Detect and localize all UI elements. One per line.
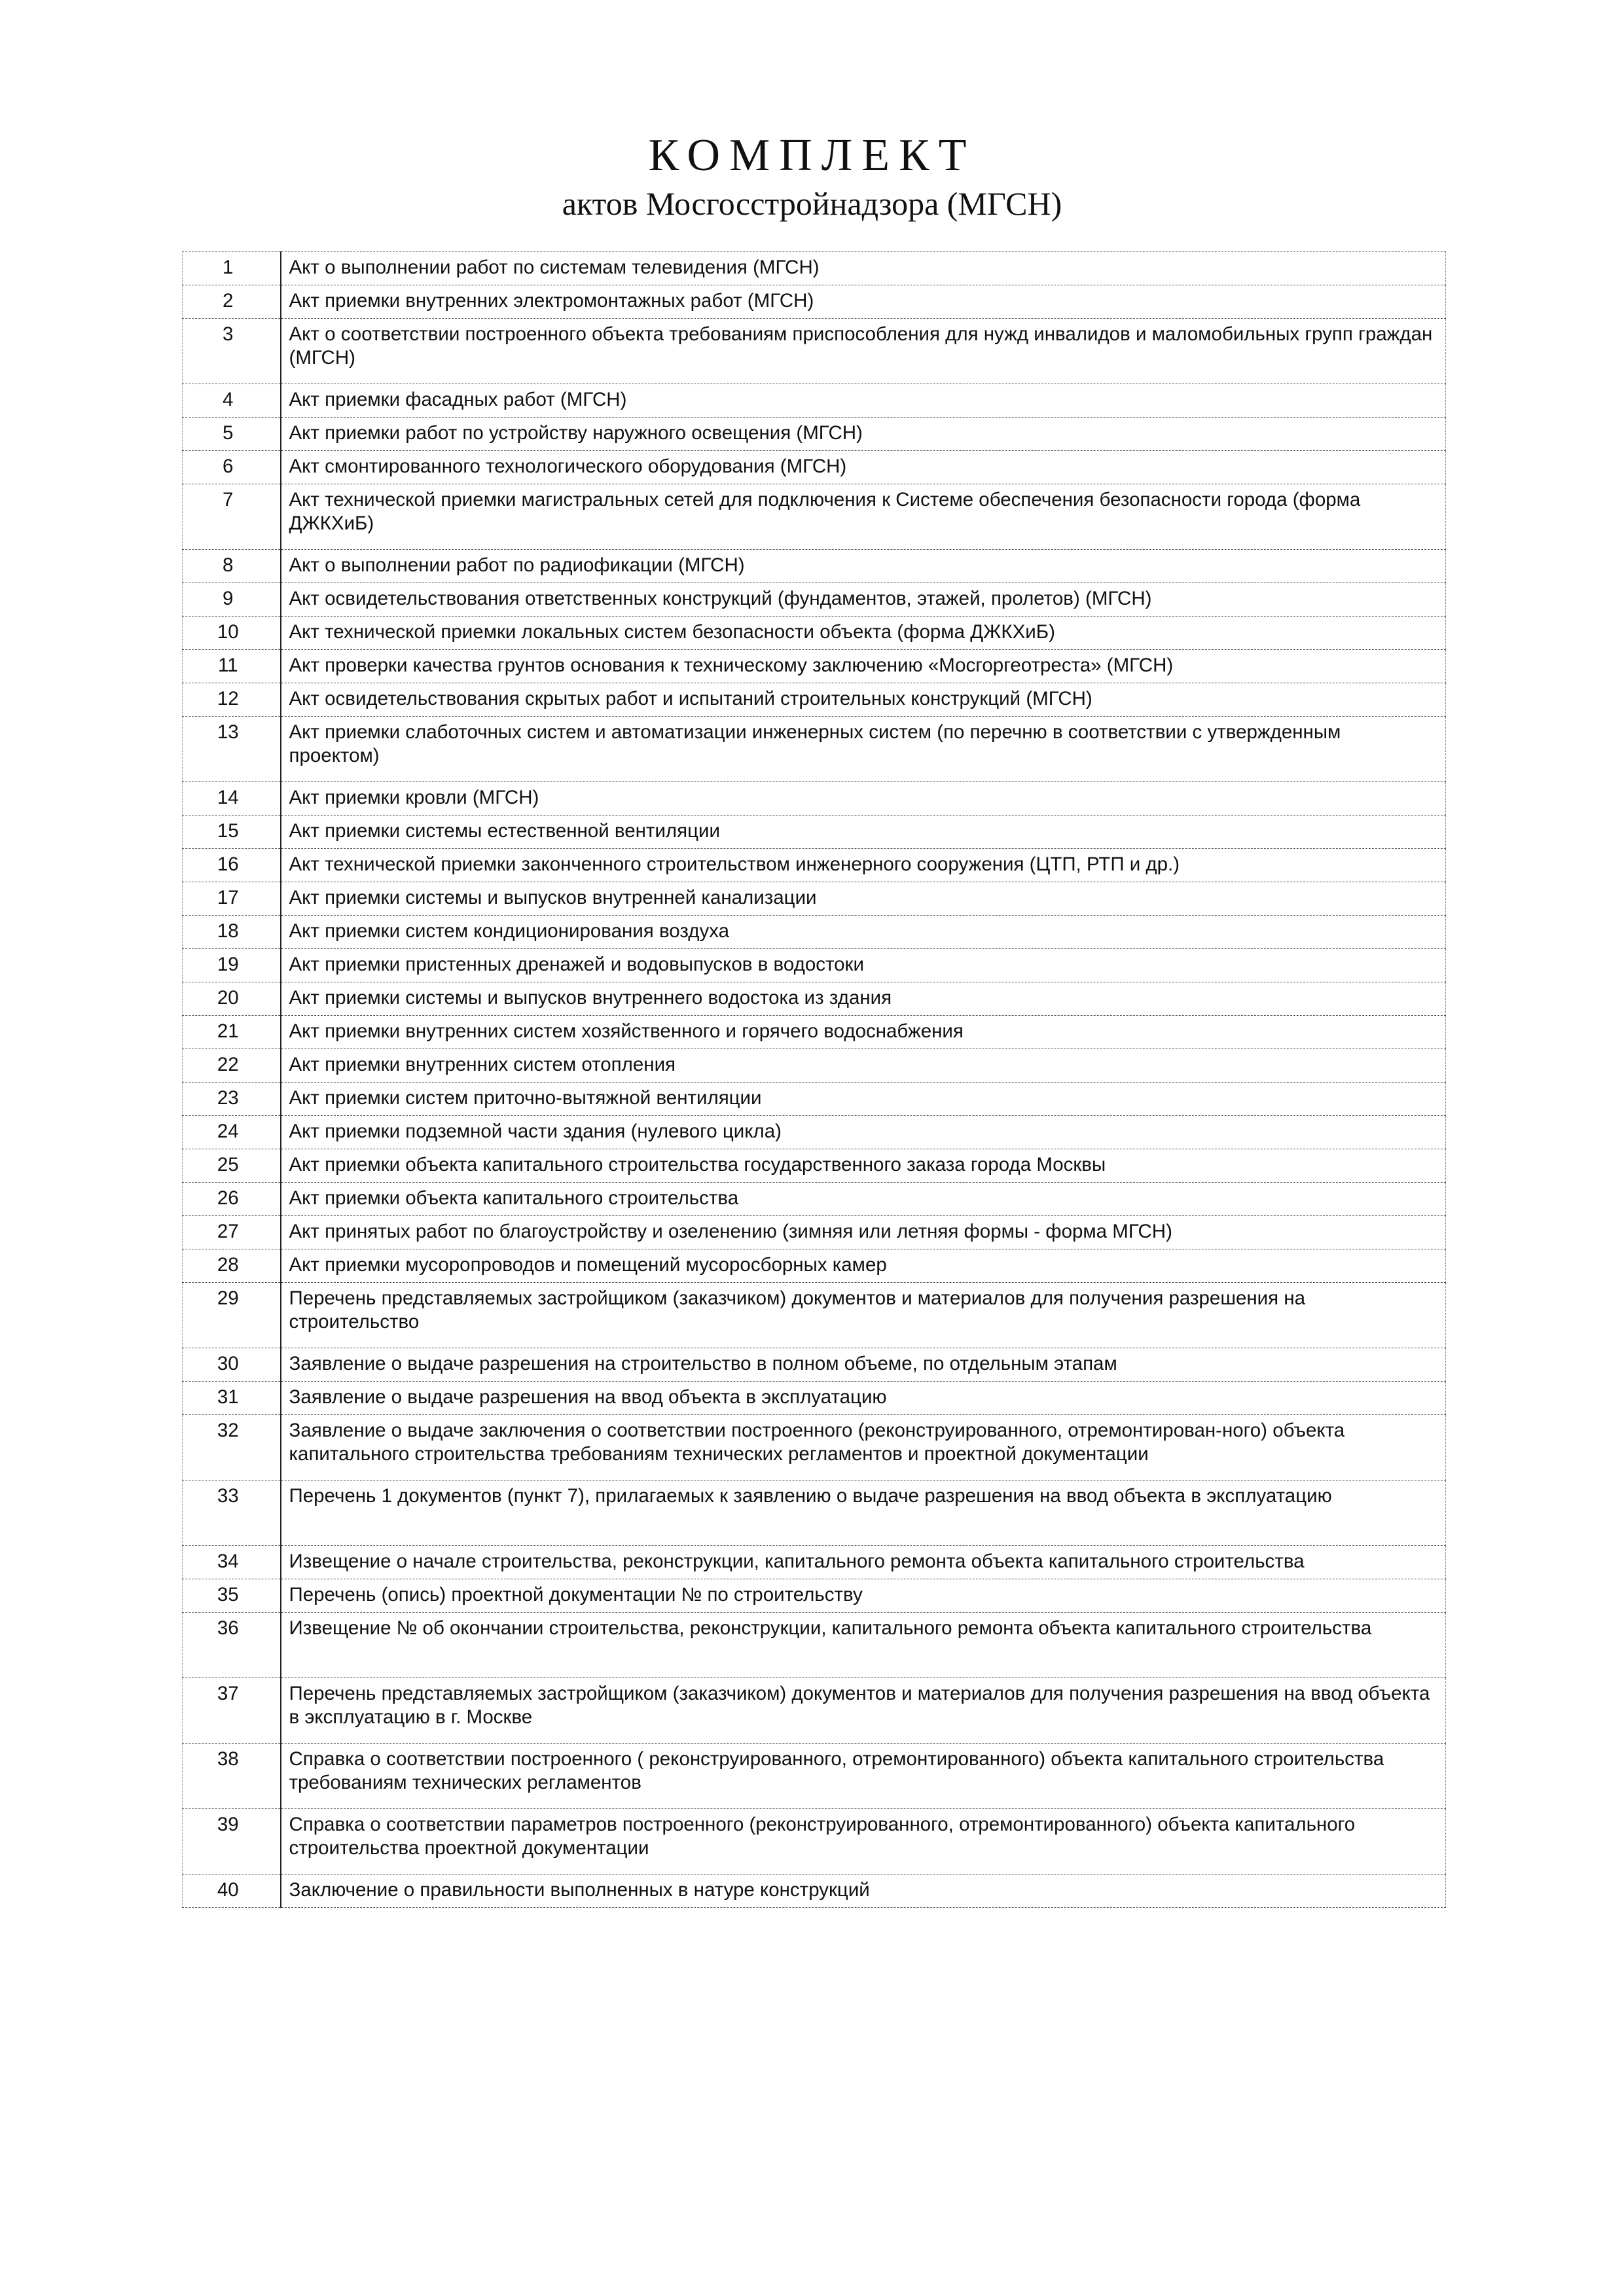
row-text: Акт приемки слаботочных систем и автоматизации инженерных систем (по перечню в соответствии с утвержденным проектом) [281, 717, 1446, 782]
table-row [183, 1348, 1446, 1382]
table-row [183, 683, 1446, 717]
table-row [183, 1116, 1446, 1149]
document-subtitle: актов Мосгосстройнадзора (МГСН) [562, 185, 1062, 222]
row-number: 5 [183, 418, 281, 451]
row-text: Акт приемки систем кондиционирования воздуха [281, 916, 1446, 949]
row-number: 36 [183, 1613, 281, 1678]
row-number: 37 [183, 1678, 281, 1744]
row-text: Извещение № об окончании строительства, реконструкции, капитального ремонта объекта капитального строительства [281, 1613, 1446, 1678]
row-number: 40 [183, 1874, 281, 1908]
row-text: Заключение о правильности выполненных в натуре конструкций [281, 1874, 1446, 1908]
row-text: Перечень (опись) проектной документации № по строительству [281, 1579, 1446, 1613]
row-text: Акт приемки подземной части здания (нулевого цикла) [281, 1116, 1446, 1149]
table-row [183, 982, 1446, 1016]
row-number: 17 [183, 882, 281, 916]
row-number: 39 [183, 1809, 281, 1874]
row-text: Акт о выполнении работ по системам телевидения (МГСН) [281, 252, 1446, 285]
row-text: Справка о соответствии построенного ( реконструированного, отремонтированного) объекта капитального строительства требованиям технических регламентов [281, 1744, 1446, 1809]
acts-table [182, 251, 1446, 1908]
table-row [183, 1744, 1446, 1809]
row-text: Акт о соответствии построенного объекта требованиям приспособления для нужд инвалидов и маломобильных групп граждан (МГСН) [281, 319, 1446, 384]
row-text: Перечень 1 документов (пункт 7), прилагаемых к заявлению о выдаче разрешения на ввод объекта в эксплуатацию [281, 1480, 1446, 1546]
row-text: Перечень представляемых застройщиком (заказчиком) документов и материалов для получения разрешения на строительство [281, 1283, 1446, 1348]
row-text: Акт технической приемки локальных систем безопасности объекта (форма ДЖКХиБ) [281, 617, 1446, 650]
row-text: Акт приемки внутренних систем хозяйственного и горячего водоснабжения [281, 1016, 1446, 1049]
row-number: 6 [183, 451, 281, 484]
row-text: Акт о выполнении работ по радиофикации (МГСН) [281, 550, 1446, 583]
row-text: Акт принятых работ по благоустройству и озеленению (зимняя или летняя формы - форма МГСН) [281, 1216, 1446, 1249]
table-row [183, 484, 1446, 550]
row-number: 27 [183, 1216, 281, 1249]
table-row [183, 418, 1446, 451]
table-row [183, 285, 1446, 319]
table-row [183, 1249, 1446, 1283]
row-number: 16 [183, 849, 281, 882]
row-text: Акт приемки системы и выпусков внутренней канализации [281, 882, 1446, 916]
row-text: Акт проверки качества грунтов основания к техническому заключению «Мосгоргеотреста» (МГСН) [281, 650, 1446, 683]
table-row [183, 1579, 1446, 1613]
table-row [183, 451, 1446, 484]
table-row [183, 1546, 1446, 1579]
table-row [183, 782, 1446, 816]
table-row [183, 949, 1446, 982]
row-text: Перечень представляемых застройщиком (заказчиком) документов и материалов для получения разрешения на ввод объекта в эксплуатацию в г. Москве [281, 1678, 1446, 1744]
table-row [183, 1809, 1446, 1874]
row-text: Заявление о выдаче разрешения на строительство в полном объеме, по отдельным этапам [281, 1348, 1446, 1382]
table-row [183, 650, 1446, 683]
table-row [183, 1016, 1446, 1049]
row-text: Акт приемки пристенных дренажей и водовыпусков в водостоки [281, 949, 1446, 982]
row-text: Акт технической приемки магистральных сетей для подключения к Системе обеспечения безопасности города (форма ДЖКХиБ) [281, 484, 1446, 550]
row-number: 18 [183, 916, 281, 949]
table-row [183, 1382, 1446, 1415]
row-number: 13 [183, 717, 281, 782]
table-row [183, 1149, 1446, 1183]
row-text: Акт технической приемки законченного строительством инженерного сооружения (ЦТП, РТП и др.) [281, 849, 1446, 882]
table-row [183, 1183, 1446, 1216]
table-row [183, 1283, 1446, 1348]
table-row [183, 252, 1446, 285]
row-number: 15 [183, 816, 281, 849]
row-text: Заявление о выдаче заключения о соответствии построенного (реконструированного, отремонтирован-ного) объекта капитального строительства требованиям технических регламентов и проектной документации [281, 1415, 1446, 1480]
row-text: Акт приемки внутренних систем отопления [281, 1049, 1446, 1083]
row-number: 11 [183, 650, 281, 683]
table-row [183, 583, 1446, 617]
row-text: Акт приемки объекта капитального строительства [281, 1183, 1446, 1216]
row-number: 4 [183, 384, 281, 418]
row-number: 25 [183, 1149, 281, 1183]
document-title: КОМПЛЕКТ [648, 130, 976, 181]
row-number: 33 [183, 1480, 281, 1546]
row-text: Акт приемки внутренних электромонтажных работ (МГСН) [281, 285, 1446, 319]
row-text: Акт освидетельствования ответственных конструкций (фундаментов, этажей, пролетов) (МГСН) [281, 583, 1446, 617]
row-number: 34 [183, 1546, 281, 1579]
table-row [183, 550, 1446, 583]
row-text: Акт освидетельствования скрытых работ и испытаний строительных конструкций (МГСН) [281, 683, 1446, 717]
row-number: 20 [183, 982, 281, 1016]
row-number: 38 [183, 1744, 281, 1809]
row-text: Заявление о выдаче разрешения на ввод объекта в эксплуатацию [281, 1382, 1446, 1415]
row-text: Справка о соответствии параметров построенного (реконструированного, отремонтированного) объекта капитального строительства проектной документации [281, 1809, 1446, 1874]
row-number: 24 [183, 1116, 281, 1149]
row-number: 32 [183, 1415, 281, 1480]
row-number: 7 [183, 484, 281, 550]
row-number: 3 [183, 319, 281, 384]
table-row [183, 849, 1446, 882]
table-row [183, 1083, 1446, 1116]
row-number: 19 [183, 949, 281, 982]
row-text: Акт смонтированного технологического оборудования (МГСН) [281, 451, 1446, 484]
table-row [183, 916, 1446, 949]
row-number: 29 [183, 1283, 281, 1348]
row-number: 2 [183, 285, 281, 319]
table-row [183, 1480, 1446, 1546]
table-row [183, 1874, 1446, 1908]
table-row [183, 1216, 1446, 1249]
table-row [183, 1415, 1446, 1480]
row-number: 26 [183, 1183, 281, 1216]
row-number: 30 [183, 1348, 281, 1382]
row-number: 21 [183, 1016, 281, 1049]
table-row [183, 1049, 1446, 1083]
row-text: Акт приемки системы и выпусков внутреннего водостока из здания [281, 982, 1446, 1016]
row-number: 22 [183, 1049, 281, 1083]
row-number: 14 [183, 782, 281, 816]
table-row [183, 816, 1446, 849]
row-text: Акт приемки мусоропроводов и помещений мусоросборных камер [281, 1249, 1446, 1283]
row-number: 1 [183, 252, 281, 285]
row-number: 8 [183, 550, 281, 583]
row-text: Акт приемки кровли (МГСН) [281, 782, 1446, 816]
row-number: 10 [183, 617, 281, 650]
row-number: 12 [183, 683, 281, 717]
table-row [183, 717, 1446, 782]
row-text: Акт приемки объекта капитального строительства государственного заказа города Москвы [281, 1149, 1446, 1183]
row-text: Акт приемки работ по устройству наружного освещения (МГСН) [281, 418, 1446, 451]
row-text: Извещение о начале строительства, реконструкции, капитального ремонта объекта капитального строительства [281, 1546, 1446, 1579]
table-row [183, 384, 1446, 418]
acts-table-body [183, 252, 1446, 1908]
table-row [183, 882, 1446, 916]
table-row [183, 617, 1446, 650]
table-row [183, 1678, 1446, 1744]
table-row [183, 319, 1446, 384]
row-text: Акт приемки системы естественной вентиляции [281, 816, 1446, 849]
row-number: 35 [183, 1579, 281, 1613]
row-number: 28 [183, 1249, 281, 1283]
row-number: 31 [183, 1382, 281, 1415]
row-text: Акт приемки систем приточно-вытяжной вентиляции [281, 1083, 1446, 1116]
table-row [183, 1613, 1446, 1678]
row-text: Акт приемки фасадных работ (МГСН) [281, 384, 1446, 418]
row-number: 9 [183, 583, 281, 617]
row-number: 23 [183, 1083, 281, 1116]
